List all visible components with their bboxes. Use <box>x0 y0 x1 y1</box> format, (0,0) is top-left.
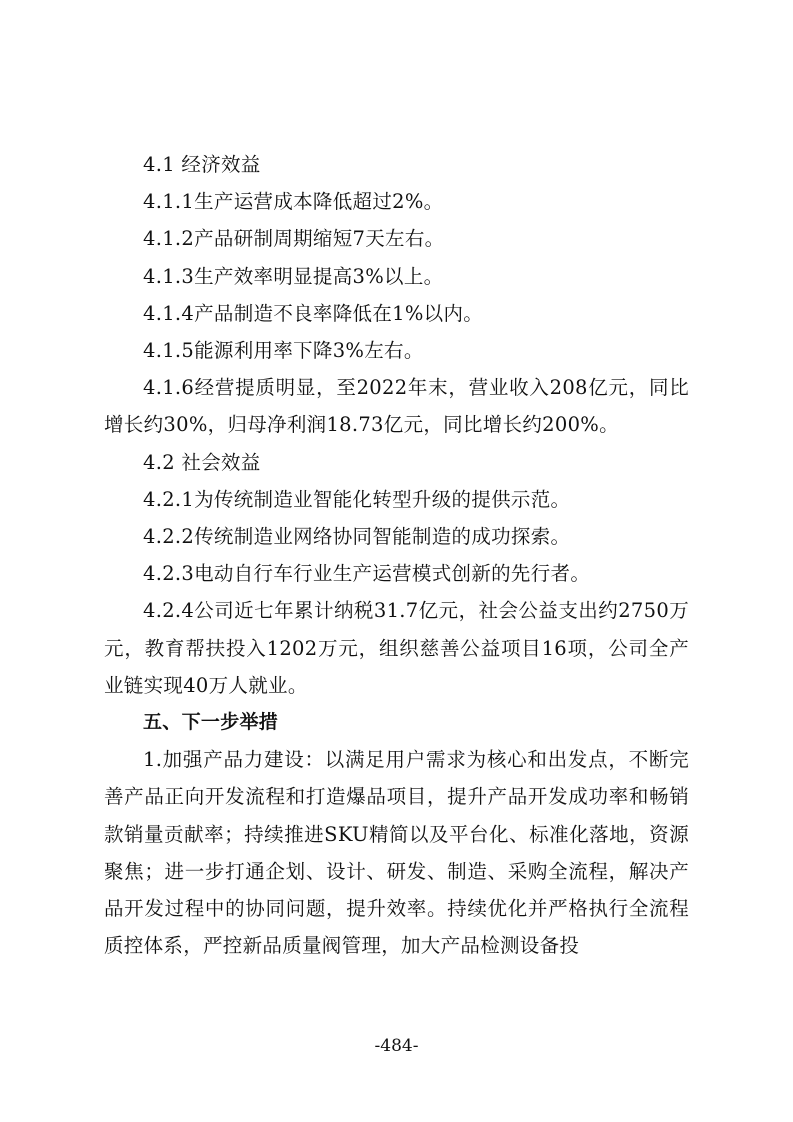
paragraph-4-2-1: 4.2.1为传统制造业智能化转型升级的提供示范。 <box>143 487 571 511</box>
page-number: -484- <box>374 1036 419 1056</box>
paragraph-4-2-2: 4.2.2传统制造业网络协同智能制造的成功探索。 <box>143 525 571 549</box>
paragraph-4-2-4: 4.2.4公司近七年累计纳税31.7亿元，社会公益支出约2750万元，教育帮扶投入1202万元，组织慈善公益项目16项，公司全产业链实现40万人就业。 <box>104 599 689 697</box>
section-heading-social-benefits: 4.2 社会效益 <box>143 450 261 474</box>
section-heading-economic-benefits: 4.1 经济效益 <box>143 153 261 176</box>
paragraph-4-1-3: 4.1.3生产效率明显提高3%以上。 <box>143 264 444 288</box>
chapter-heading-next-steps: 五、下一步举措 <box>143 711 279 734</box>
paragraph-next-step-1: 1.加强产品力建设：以满足用户需求为核心和出发点，不断完善产品正向开发流程和打造爆品项目，提升产品开发成功率和畅销款销量贡献率；持续推进SKU精简以及平台化、标准化落地，资源聚焦；进一步打通企划、设计、研发、制造、采购全流程，解决产品开发过程中的协同问题，提升效率。持续优化并严格执行全流程质控体系，严控新品质量阀管理，加大产品检测设备投 <box>104 748 689 958</box>
document-body <box>104 146 689 964</box>
paragraph-4-1-2: 4.1.2产品研制周期缩短7天左右。 <box>143 227 445 251</box>
paragraph-4-2-3: 4.2.3电动自行车行业生产运营模式创新的先行者。 <box>143 562 591 586</box>
paragraph-4-1-6: 4.1.6经营提质明显，至2022年末，营业收入208亿元，同比增长约30%，归母净利润18.73亿元，同比增长约200%。 <box>104 376 689 437</box>
paragraph-4-1-4: 4.1.4产品制造不良率降低在1%以内。 <box>143 301 484 325</box>
paragraph-4-1-5: 4.1.5能源利用率下降3%左右。 <box>143 339 424 363</box>
paragraph-4-1-1: 4.1.1生产运营成本降低超过2%。 <box>143 190 444 214</box>
